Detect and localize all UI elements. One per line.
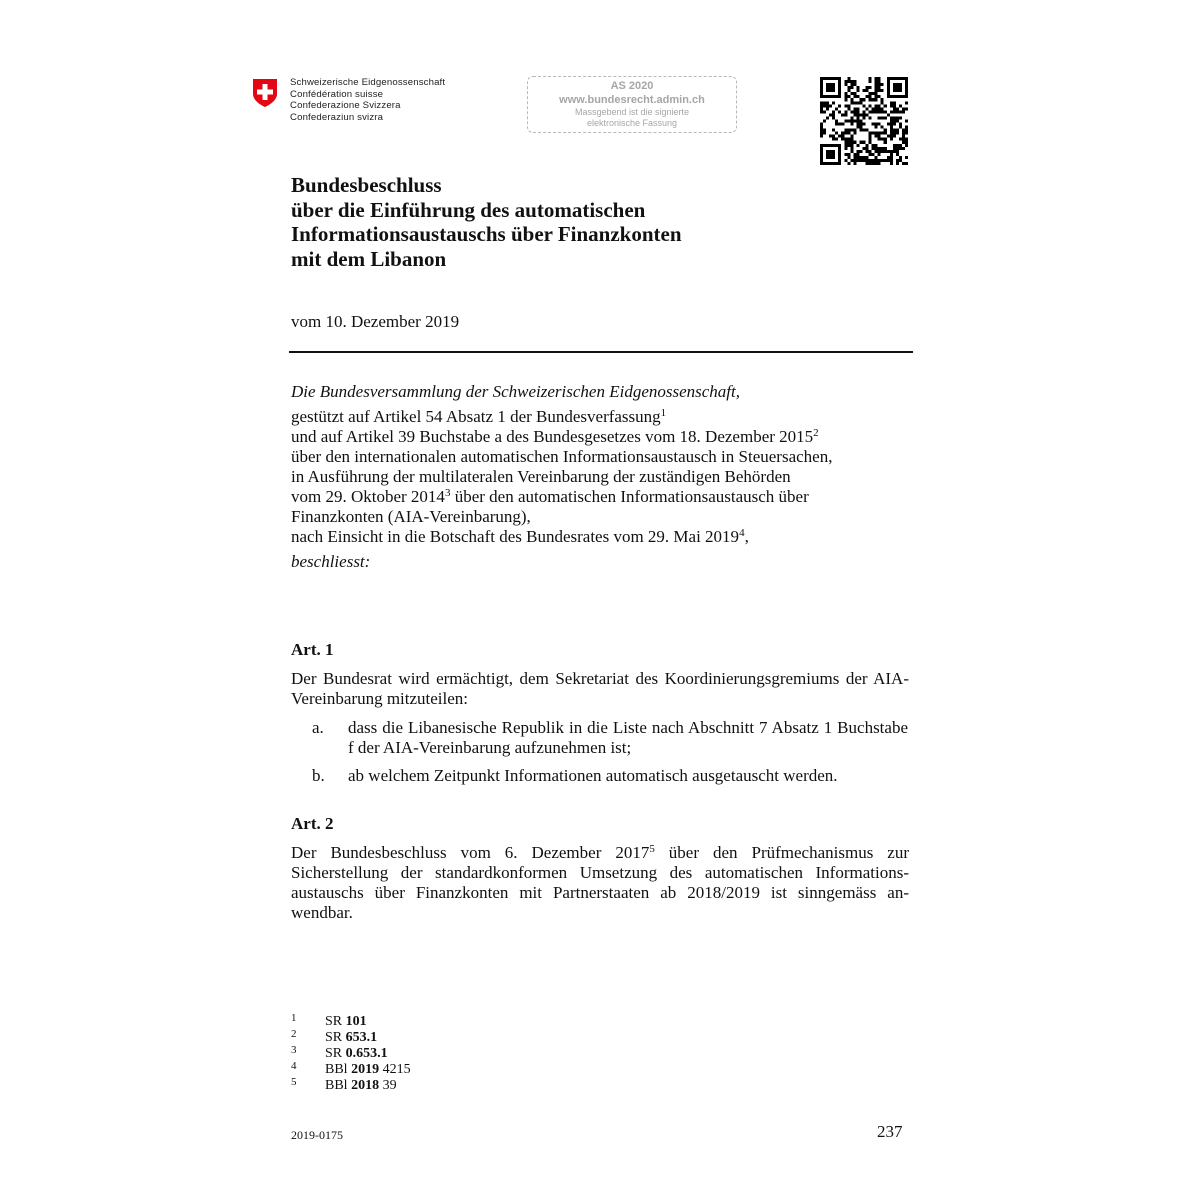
- footnote-ref-4[interactable]: 4: [739, 527, 745, 539]
- footnote-number: 1: [291, 1012, 297, 1024]
- footnote-prefix: SR: [325, 1046, 346, 1061]
- article-2-heading: Art. 2: [291, 814, 334, 833]
- article-2-text-part: über den Prüfmechanismus zur Sicherstellung der standardkonformen Umsetzung des automatischen Informations-austauschs über Finanzkonten mit Partnerstaaten ab 2018/2019 ist sinngemäss an-wendbar.: [291, 843, 909, 922]
- stamp-url[interactable]: www.bundesrecht.admin.ch: [559, 94, 705, 106]
- confederation-name-de: Schweizerische Eidgenossenschaft: [290, 77, 446, 88]
- article-1-text: Der Bundesrat wird ermächtigt, dem Sekretariat des Koordinierungsgremiums der AIA-Vereinbarung mitzuteilen:: [291, 669, 909, 708]
- footnote-prefix: BBl: [325, 1062, 352, 1077]
- title-divider: [289, 351, 913, 353]
- footnote-ref-3[interactable]: 3: [444, 487, 451, 499]
- page-number: 237: [877, 1122, 903, 1141]
- title-line-2: über die Einführung des automatischen: [291, 197, 646, 222]
- article-1-heading: Art. 1: [291, 640, 334, 659]
- list-item-text: dass die Libanesische Republik in die Liste nach Abschnitt 7 Absatz 1 Buchstabe f der AIA-Vereinbarung aufzunehmen ist;: [348, 718, 908, 757]
- footnote-bold: 2018: [351, 1078, 380, 1093]
- preamble-closing: beschliesst:: [291, 552, 371, 571]
- qr-code-icon: [819, 77, 909, 165]
- preamble-text: über den automatischen Informationsaustausch über: [450, 487, 809, 506]
- footnote-reference[interactable]: [325, 1030, 377, 1046]
- preamble-text: vom 29. Oktober 2014: [291, 487, 445, 506]
- stamp-note-1: Massgebend ist die signierte: [574, 107, 690, 117]
- preamble-text: gestützt auf Artikel 54 Absatz 1 der Bundesverfassung: [291, 407, 661, 426]
- title-line-1: Bundesbeschluss: [291, 173, 442, 197]
- confederation-name-it: Confederazione Svizzera: [290, 100, 401, 112]
- footnote-ref-1[interactable]: 1: [660, 407, 667, 419]
- confederation-names: [290, 77, 445, 123]
- preamble-text: nach Einsicht in die Botschaft des Bundesrates vom 29. Mai 2019: [291, 527, 740, 546]
- document-id: 2019-0175: [291, 1128, 343, 1142]
- article-2-text-part: Der Bundesbeschluss vom 6. Dezember 2017: [291, 843, 650, 862]
- title-line-4: mit dem Libanon: [291, 246, 447, 271]
- footnote-reference[interactable]: [325, 1078, 397, 1094]
- list-item-text: ab welchem Zeitpunkt Informationen automatisch ausgetauscht werden.: [348, 766, 838, 785]
- footnote-suffix: 39: [379, 1078, 397, 1093]
- confederation-name-fr: Confédération suisse: [290, 88, 384, 100]
- preamble-line-2: [291, 427, 931, 447]
- preamble-line-6: Finanzkonten (AIA-Vereinbarung),: [291, 507, 531, 526]
- preamble-text: ,: [744, 527, 749, 546]
- footnote-bold: 653.1: [345, 1030, 378, 1045]
- document-title: [291, 173, 682, 271]
- footnote-prefix: BBl: [325, 1078, 352, 1093]
- footnote-suffix: 4215: [379, 1062, 411, 1077]
- article-2-text: [291, 843, 909, 923]
- preamble-line-1: [291, 407, 931, 427]
- footnote-reference[interactable]: [325, 1046, 388, 1062]
- preamble-line-7: [291, 527, 931, 547]
- footnote-prefix: SR: [325, 1030, 346, 1045]
- footnote-bold: 2019: [351, 1062, 380, 1077]
- title-line-3: Informationsaustauschs über Finanzkonten: [291, 222, 682, 246]
- preamble-text: und auf Artikel 39 Buchstabe a des Bundesgesetzes vom 18. Dezember 2015: [291, 427, 814, 446]
- preamble-line-4: in Ausführung der multilateralen Vereinbarung der zuständigen Behörden: [291, 467, 791, 486]
- footnote-bold: 0.653.1: [345, 1046, 388, 1061]
- stamp-note-2: elektronische Fassung: [586, 118, 678, 128]
- footnote-reference[interactable]: [325, 1014, 367, 1030]
- swiss-cross-shield-icon: [251, 77, 279, 109]
- preamble-line-3: über den internationalen automatischen Informationsaustausch in Steuersachen,: [291, 447, 833, 466]
- footnote-bold: 101: [345, 1014, 367, 1029]
- preamble-intro: Die Bundesversammlung der Schweizerischen Eidgenossenschaft,: [291, 382, 740, 401]
- footnote-number: 3: [291, 1044, 297, 1056]
- footnote-ref-5[interactable]: 5: [649, 843, 655, 855]
- footnote-ref-2[interactable]: 2: [813, 427, 819, 439]
- stamp-collection: AS 2020: [610, 80, 654, 92]
- preamble-line-5: [291, 487, 931, 507]
- list-item-label: a.: [312, 718, 324, 737]
- official-stamp: [527, 76, 737, 133]
- footnote-number: 2: [291, 1028, 297, 1040]
- confederation-name-rm: Confederaziun svizra: [290, 111, 384, 123]
- footnote-number: 4: [291, 1060, 297, 1072]
- footnote-reference[interactable]: [325, 1062, 411, 1078]
- document-date: vom 10. Dezember 2019: [291, 312, 460, 331]
- footnote-number: 5: [291, 1076, 297, 1088]
- footnote-prefix: SR: [325, 1014, 346, 1029]
- list-item-label: b.: [312, 766, 325, 785]
- preamble: [291, 382, 931, 572]
